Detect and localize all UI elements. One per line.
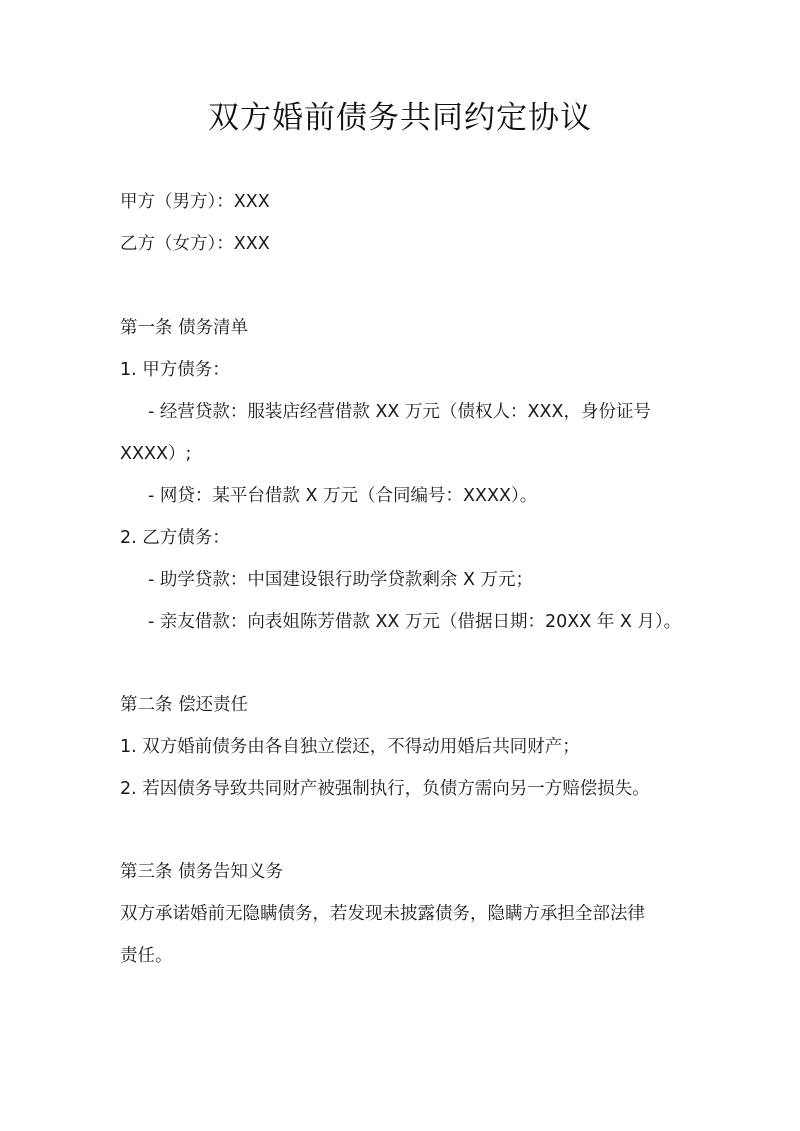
article3-body-line2: 责任。 bbox=[120, 946, 173, 966]
article2-item2: 2. 若因债务导致共同财产被强制执行，负债方需向另一方赔偿损失。 bbox=[120, 779, 650, 799]
article1-item1-heading: 1. 甲方债务： bbox=[120, 360, 230, 380]
article3-body-line1: 双方承诺婚前无隐瞒债务，若发现未披露债务，隐瞒方承担全部法律 bbox=[120, 904, 645, 924]
party-b: 乙方（女方）：XXX bbox=[120, 234, 270, 254]
article3-heading: 第三条 债务告知义务 bbox=[120, 862, 284, 882]
article1-item2-debt1: - 助学贷款：中国建设银行助学贷款剩余 X 万元； bbox=[148, 570, 533, 590]
article1-item1-debt2: - 网贷：某平台借款 X 万元（合同编号：XXXX）。 bbox=[148, 486, 538, 506]
party-a: 甲方（男方）：XXX bbox=[120, 192, 270, 212]
article2-item1: 1. 双方婚前债务由各自独立偿还，不得动用婚后共同财产； bbox=[120, 737, 580, 757]
article1-item1-debt1-line2: XXXX）; bbox=[120, 444, 192, 464]
article1-heading: 第一条 债务清单 bbox=[120, 318, 249, 338]
article1-item2-debt2: - 亲友借款：向表姐陈芳借款 XX 万元（借据日期：20XX 年 X 月）。 bbox=[148, 612, 682, 632]
article1-item1-debt1-line1: - 经营贷款：服装店经营借款 XX 万元（债权人：XXX，身份证号 bbox=[148, 402, 651, 422]
article1-item2-heading: 2. 乙方债务： bbox=[120, 528, 230, 548]
document-title: 双方婚前债务共同约定协议 bbox=[208, 100, 592, 136]
article2-heading: 第二条 偿还责任 bbox=[120, 695, 249, 715]
